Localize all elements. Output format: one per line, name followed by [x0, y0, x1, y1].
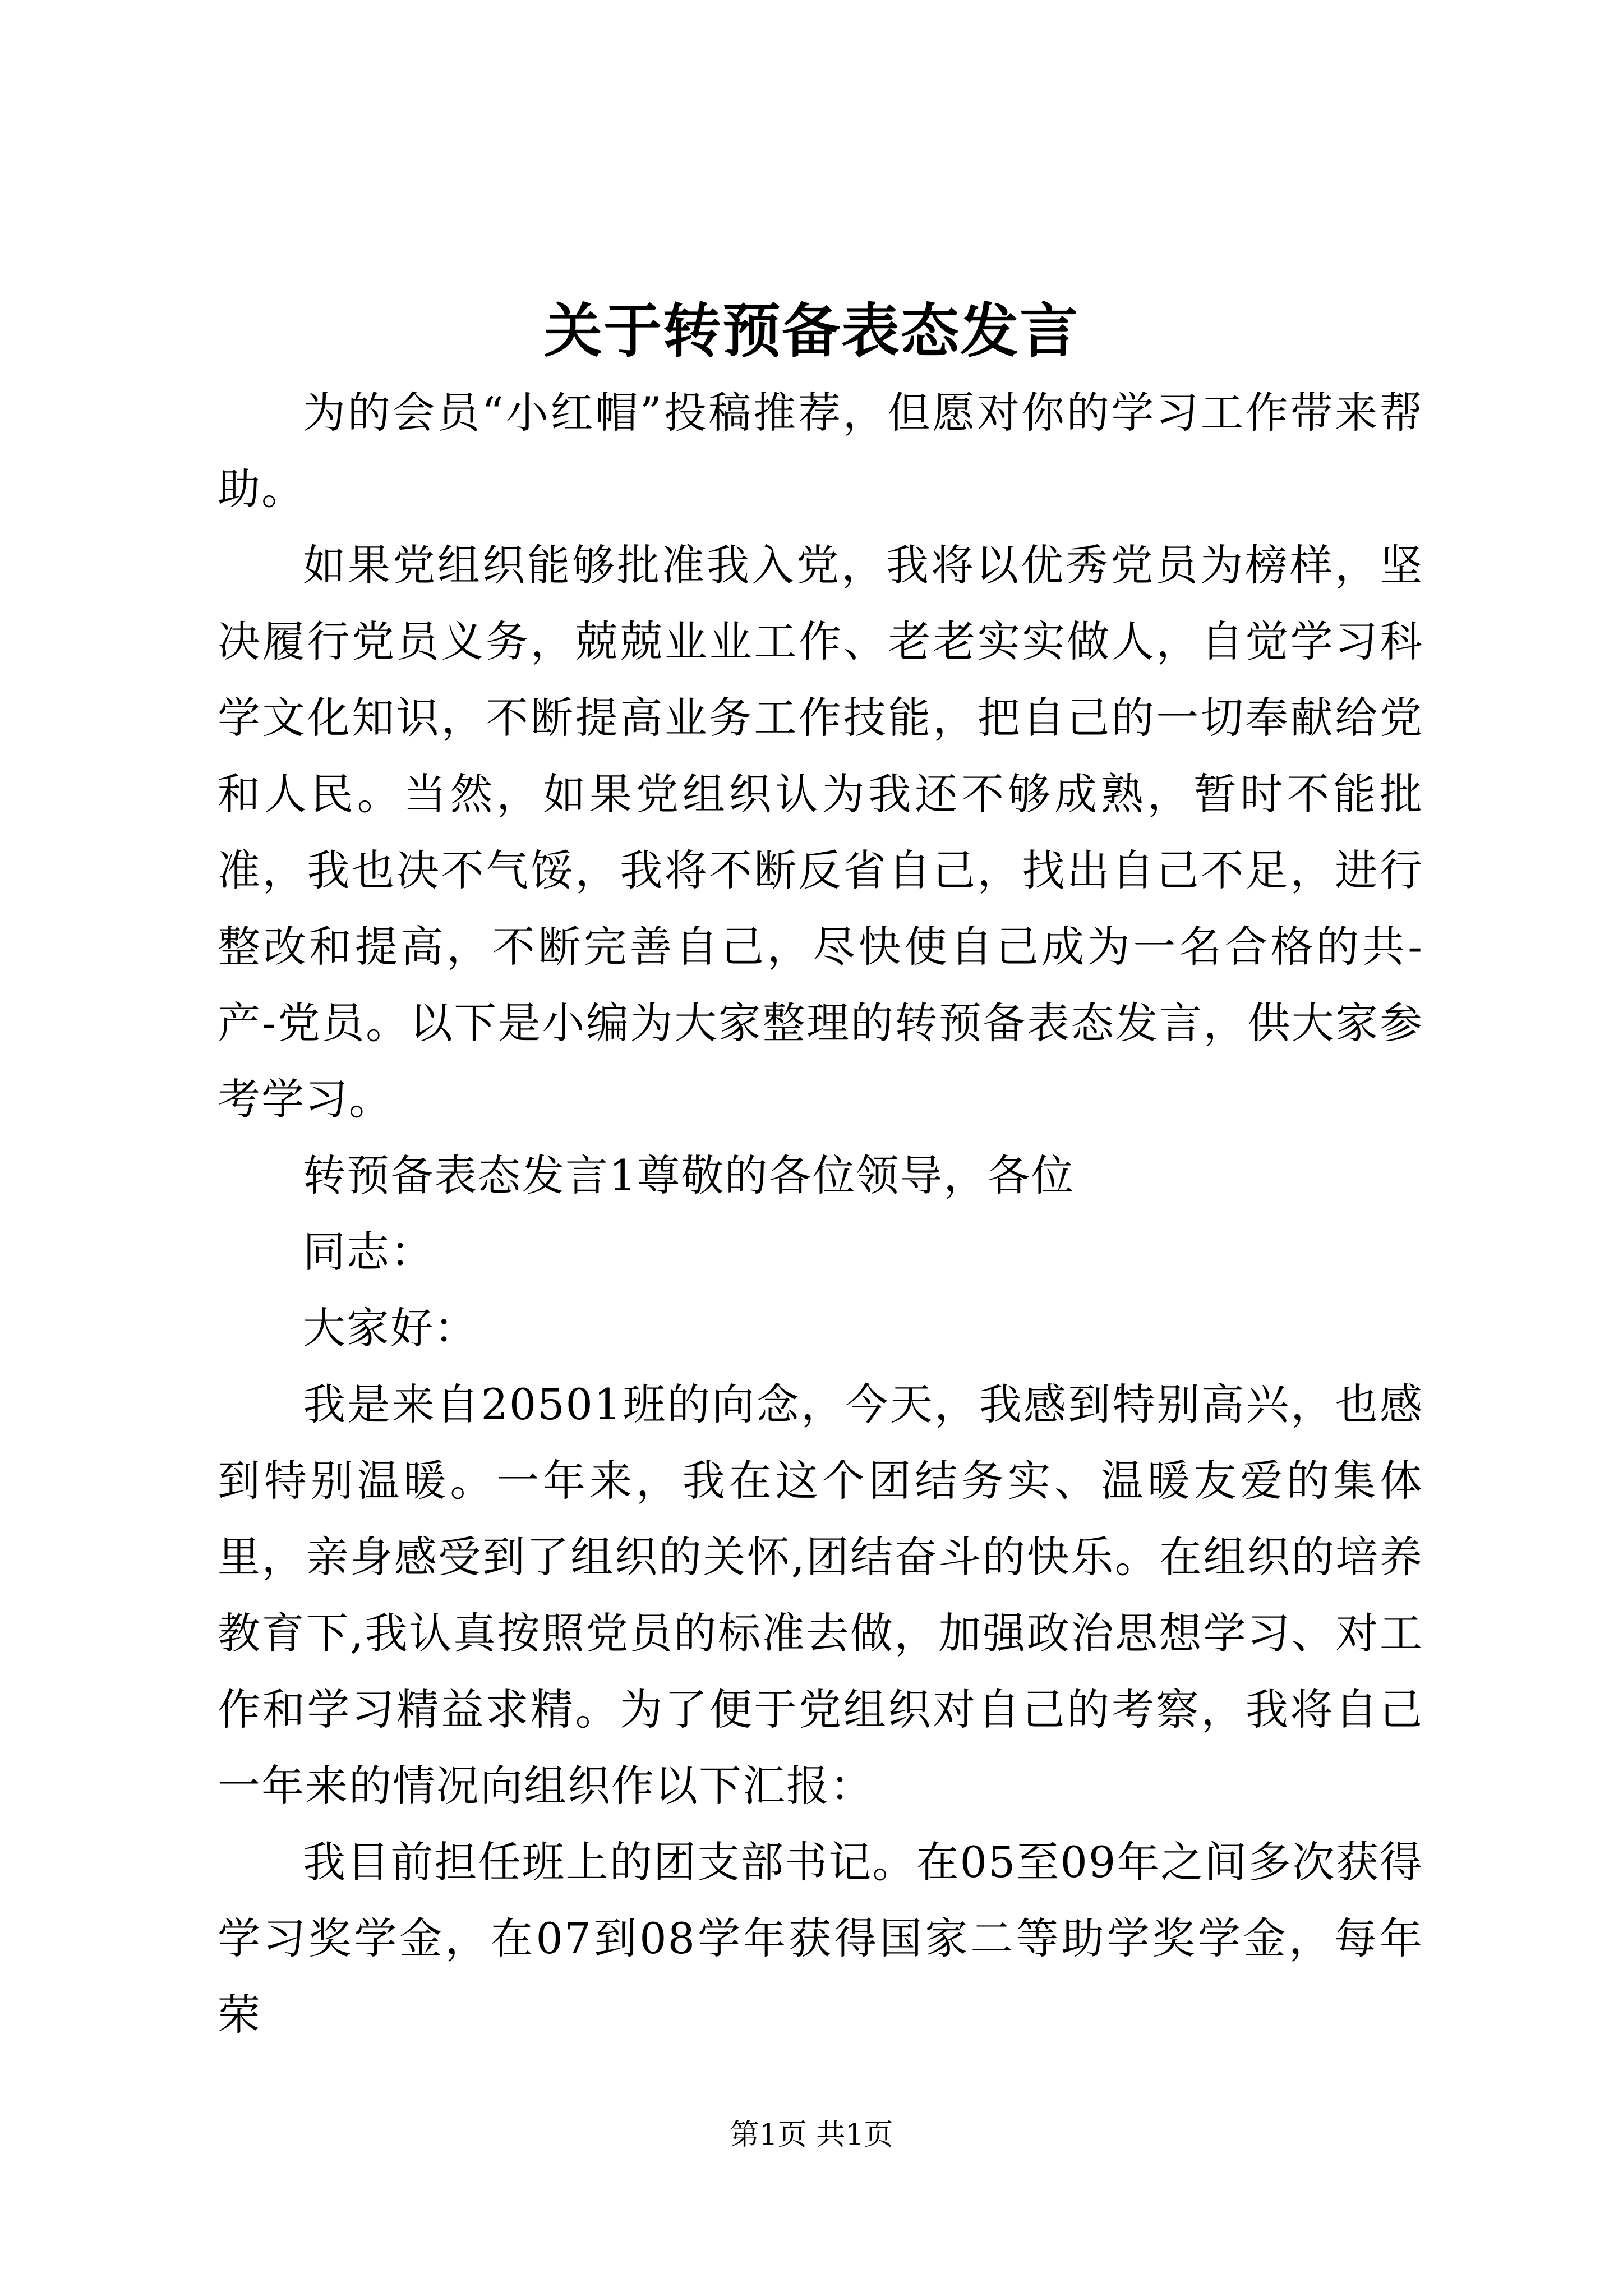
- paragraph-intro: 为的会员“小红帽”投稿推荐，但愿对你的学习工作带来帮助。: [218, 388, 1423, 514]
- paragraph-achievements: 我目前担任班上的团支部书记。在05至09年之间多次获得学习奖学金，在07到08学年获得国家二等助学奖学金，每年荣: [218, 1837, 1423, 2040]
- paragraph-pledge: 如果党组织能够批准我入党，我将以优秀党员为榜样，坚决履行党员义务，兢兢业业工作、老老实实做人，自觉学习科学文化知识，不断提高业务工作技能，把自己的一切奉献给党和人民。当然，如果党组织认为我还不够成熟，暂时不能批准，我也决不气馁，我将不断反省自己，找出自己不足，进行整改和提高，不断完善自己，尽快使自己成为一名合格的共-产-党员。以下是小编为大家整理的转预备表态发言，供大家参考学习。: [218, 540, 1423, 1124]
- paragraph-self-introduction: 我是来自20501班的向念，今天，我感到特别高兴，也感到特别温暖。一年来，我在这个团结务实、温暖友爱的集体里，亲身感受到了组织的关怀,团结奋斗的快乐。在组织的培养教育下,我认真按照党员的标准去做，加强政治思想学习、对工作和学习精益求精。为了便于党组织对自己的考察，我将自己一年来的情况向组织作以下汇报：: [218, 1379, 1423, 1811]
- paragraph-salutation: 同志：: [303, 1227, 434, 1277]
- document-body: [218, 375, 1423, 2053]
- page-title: 关于转预备表态发言: [543, 296, 1079, 365]
- paragraph-greeting: 大家好：: [303, 1303, 478, 1353]
- paragraph-speech-heading: 转预备表态发言1尊敬的各位领导，各位: [303, 1151, 1075, 1200]
- page-footer: 第1页 共1页: [730, 2118, 893, 2152]
